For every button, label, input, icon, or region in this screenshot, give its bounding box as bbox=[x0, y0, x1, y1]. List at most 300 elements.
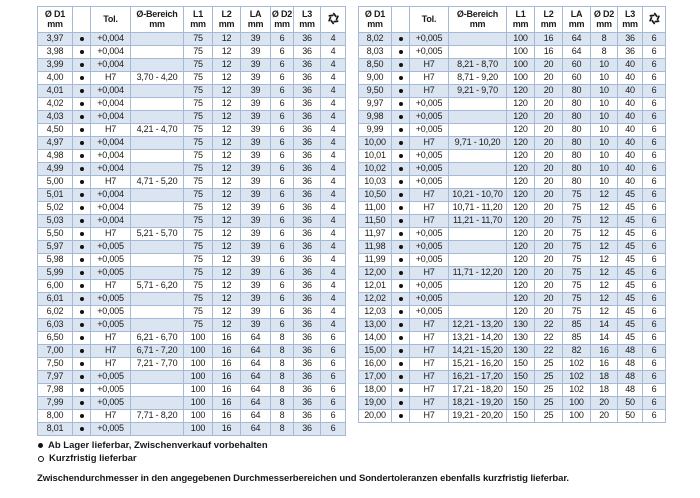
flutes-count-cell: 6 bbox=[643, 306, 666, 319]
l2-cell: 16 bbox=[535, 46, 563, 59]
tol-cell: H7 bbox=[410, 410, 449, 423]
stock-cell bbox=[73, 423, 91, 436]
d1-cell: 8,03 bbox=[359, 46, 392, 59]
tol-cell: H7 bbox=[410, 267, 449, 280]
flutes-icon bbox=[326, 11, 341, 26]
la-cell: 39 bbox=[241, 46, 271, 59]
l2-cell: 16 bbox=[535, 33, 563, 46]
tol-cell: +0,004 bbox=[91, 85, 131, 98]
l1-cell: 100 bbox=[184, 332, 213, 345]
tol-cell: +0,005 bbox=[410, 293, 449, 306]
la-cell: 80 bbox=[563, 176, 591, 189]
d1-cell: 4,01 bbox=[38, 85, 73, 98]
tol-cell: +0,005 bbox=[91, 384, 131, 397]
d1-cell: 6,03 bbox=[38, 319, 73, 332]
table-row bbox=[359, 85, 666, 98]
d1-cell: 8,50 bbox=[359, 59, 392, 72]
stock-dot-icon bbox=[399, 297, 403, 301]
la-cell: 39 bbox=[241, 215, 271, 228]
d2-cell: 6 bbox=[271, 33, 294, 46]
stock-cell bbox=[73, 397, 91, 410]
header-row bbox=[38, 7, 346, 33]
stock-dot-icon bbox=[80, 349, 84, 353]
tol-cell: +0,005 bbox=[410, 33, 449, 46]
range-cell: 9,71 - 10,20 bbox=[449, 137, 507, 150]
table-row bbox=[359, 150, 666, 163]
flutes-count-cell: 6 bbox=[643, 98, 666, 111]
d2-cell: 12 bbox=[591, 215, 618, 228]
l1-cell: 100 bbox=[184, 384, 213, 397]
range-cell bbox=[449, 111, 507, 124]
stock-dot-icon bbox=[80, 167, 84, 171]
d2-cell: 6 bbox=[271, 124, 294, 137]
l3-cell: 40 bbox=[618, 98, 643, 111]
flutes-count-cell: 6 bbox=[643, 332, 666, 345]
flutes-count-cell: 6 bbox=[643, 345, 666, 358]
stock-dot-icon bbox=[399, 310, 403, 314]
d2-cell: 6 bbox=[271, 254, 294, 267]
la-cell: 100 bbox=[563, 397, 591, 410]
d2-cell: 8 bbox=[271, 397, 294, 410]
stock-dot-icon bbox=[80, 414, 84, 418]
range-cell: 12,21 - 13,20 bbox=[449, 319, 507, 332]
d2-cell: 10 bbox=[591, 85, 618, 98]
flutes-icon bbox=[647, 11, 662, 26]
d1-cell: 8,00 bbox=[38, 410, 73, 423]
range-cell bbox=[131, 371, 184, 384]
d2-cell: 6 bbox=[271, 241, 294, 254]
l3-cell: 45 bbox=[618, 228, 643, 241]
tol-cell: H7 bbox=[410, 202, 449, 215]
stock-dot-icon bbox=[399, 63, 403, 67]
la-cell: 80 bbox=[563, 150, 591, 163]
d1-cell: 7,50 bbox=[38, 358, 73, 371]
l1-cell: 130 bbox=[507, 332, 535, 345]
range-cell bbox=[449, 150, 507, 163]
stock-cell bbox=[73, 111, 91, 124]
range-cell bbox=[131, 46, 184, 59]
stock-dot-icon bbox=[399, 232, 403, 236]
range-cell: 7,71 - 8,20 bbox=[131, 410, 184, 423]
d1-cell: 8,02 bbox=[359, 33, 392, 46]
tol-cell: +0,005 bbox=[91, 397, 131, 410]
table-row bbox=[359, 267, 666, 280]
stock-cell bbox=[73, 33, 91, 46]
l2-cell: 20 bbox=[535, 98, 563, 111]
header-la: LA mm bbox=[241, 7, 271, 33]
tol-cell: +0,005 bbox=[410, 241, 449, 254]
stock-dot-icon bbox=[80, 115, 84, 119]
range-cell bbox=[131, 150, 184, 163]
stock-cell bbox=[392, 33, 410, 46]
l2-cell: 20 bbox=[535, 202, 563, 215]
flutes-count-cell: 6 bbox=[643, 111, 666, 124]
stock-cell bbox=[73, 254, 91, 267]
range-cell bbox=[131, 98, 184, 111]
range-cell bbox=[449, 228, 507, 241]
d2-cell: 12 bbox=[591, 280, 618, 293]
d2-cell: 10 bbox=[591, 111, 618, 124]
l1-cell: 75 bbox=[184, 267, 213, 280]
l2-cell: 12 bbox=[213, 59, 241, 72]
flutes-count-cell: 4 bbox=[321, 280, 346, 293]
l3-cell: 36 bbox=[294, 215, 321, 228]
l1-cell: 150 bbox=[507, 410, 535, 423]
l2-cell: 20 bbox=[535, 176, 563, 189]
flutes-count-cell: 4 bbox=[321, 202, 346, 215]
table-row bbox=[38, 358, 346, 371]
tol-cell: +0,005 bbox=[410, 46, 449, 59]
flutes-count-cell: 6 bbox=[643, 215, 666, 228]
l3-cell: 36 bbox=[294, 306, 321, 319]
l1-cell: 75 bbox=[184, 280, 213, 293]
l1-cell: 75 bbox=[184, 137, 213, 150]
l3-cell: 45 bbox=[618, 267, 643, 280]
la-cell: 102 bbox=[563, 371, 591, 384]
tol-cell: H7 bbox=[410, 215, 449, 228]
l3-cell: 36 bbox=[618, 33, 643, 46]
d2-cell: 6 bbox=[271, 137, 294, 150]
l3-cell: 36 bbox=[294, 410, 321, 423]
range-cell bbox=[131, 202, 184, 215]
l2-cell: 16 bbox=[213, 345, 241, 358]
stock-cell bbox=[73, 163, 91, 176]
d2-cell: 12 bbox=[591, 267, 618, 280]
stock-cell bbox=[392, 241, 410, 254]
l3-cell: 36 bbox=[294, 189, 321, 202]
range-cell: 16,21 - 17,20 bbox=[449, 371, 507, 384]
table-row bbox=[38, 293, 346, 306]
header-stock bbox=[73, 7, 91, 33]
la-cell: 80 bbox=[563, 85, 591, 98]
d2-cell: 6 bbox=[271, 150, 294, 163]
flutes-count-cell: 4 bbox=[321, 124, 346, 137]
l1-cell: 75 bbox=[184, 98, 213, 111]
flutes-count-cell: 6 bbox=[643, 358, 666, 371]
d1-cell: 5,00 bbox=[38, 176, 73, 189]
l3-cell: 36 bbox=[294, 267, 321, 280]
stock-dot-icon bbox=[80, 37, 84, 41]
l2-cell: 20 bbox=[535, 137, 563, 150]
table-row bbox=[38, 267, 346, 280]
table-row bbox=[359, 397, 666, 410]
d2-cell: 8 bbox=[271, 358, 294, 371]
flutes-count-cell: 4 bbox=[321, 189, 346, 202]
d1-cell: 4,50 bbox=[38, 124, 73, 137]
flutes-count-cell: 4 bbox=[321, 137, 346, 150]
flutes-count-cell: 6 bbox=[643, 254, 666, 267]
tol-cell: +0,004 bbox=[91, 111, 131, 124]
stock-cell bbox=[73, 176, 91, 189]
la-cell: 80 bbox=[563, 111, 591, 124]
d1-cell: 4,00 bbox=[38, 72, 73, 85]
l3-cell: 40 bbox=[618, 59, 643, 72]
la-cell: 39 bbox=[241, 267, 271, 280]
flutes-count-cell: 6 bbox=[321, 345, 346, 358]
table-row bbox=[38, 176, 346, 189]
flutes-count-cell: 4 bbox=[321, 319, 346, 332]
l3-cell: 36 bbox=[294, 319, 321, 332]
l1-cell: 100 bbox=[507, 59, 535, 72]
d1-cell: 10,00 bbox=[359, 137, 392, 150]
header-flutes-icon bbox=[643, 7, 666, 33]
range-cell: 13,21 - 14,20 bbox=[449, 332, 507, 345]
stock-dot-icon bbox=[399, 271, 403, 275]
l1-cell: 75 bbox=[184, 33, 213, 46]
range-cell bbox=[131, 59, 184, 72]
l2-cell: 20 bbox=[535, 293, 563, 306]
table-row bbox=[359, 163, 666, 176]
d2-cell: 16 bbox=[591, 358, 618, 371]
stock-cell bbox=[73, 202, 91, 215]
table-row bbox=[38, 59, 346, 72]
table-row bbox=[359, 345, 666, 358]
header-l2: L2 mm bbox=[213, 7, 241, 33]
stock-dot-icon bbox=[399, 50, 403, 54]
l3-cell: 45 bbox=[618, 241, 643, 254]
header-d2: Ø D2 mm bbox=[591, 7, 618, 33]
table-row bbox=[38, 46, 346, 59]
flutes-count-cell: 6 bbox=[643, 202, 666, 215]
range-cell bbox=[449, 306, 507, 319]
stock-cell bbox=[73, 189, 91, 202]
table-row bbox=[38, 280, 346, 293]
d1-cell: 5,50 bbox=[38, 228, 73, 241]
la-cell: 39 bbox=[241, 111, 271, 124]
flutes-count-cell: 4 bbox=[321, 254, 346, 267]
d2-cell: 6 bbox=[271, 98, 294, 111]
range-cell bbox=[131, 293, 184, 306]
d2-cell: 20 bbox=[591, 397, 618, 410]
d2-cell: 8 bbox=[271, 384, 294, 397]
d1-cell: 9,99 bbox=[359, 124, 392, 137]
l3-cell: 36 bbox=[294, 332, 321, 345]
d2-cell: 10 bbox=[591, 59, 618, 72]
tol-cell: H7 bbox=[91, 280, 131, 293]
l1-cell: 120 bbox=[507, 85, 535, 98]
la-cell: 75 bbox=[563, 228, 591, 241]
l2-cell: 12 bbox=[213, 163, 241, 176]
stock-cell bbox=[73, 46, 91, 59]
table-row bbox=[359, 33, 666, 46]
tol-cell: +0,004 bbox=[91, 33, 131, 46]
flutes-count-cell: 4 bbox=[321, 46, 346, 59]
d1-cell: 9,50 bbox=[359, 85, 392, 98]
l3-cell: 36 bbox=[294, 163, 321, 176]
stock-dot-icon bbox=[399, 414, 403, 418]
stock-cell bbox=[392, 293, 410, 306]
d2-cell: 10 bbox=[591, 98, 618, 111]
l2-cell: 12 bbox=[213, 72, 241, 85]
range-cell bbox=[131, 423, 184, 436]
flutes-count-cell: 4 bbox=[321, 98, 346, 111]
stock-cell bbox=[392, 228, 410, 241]
l2-cell: 20 bbox=[535, 254, 563, 267]
table-row bbox=[359, 72, 666, 85]
l2-cell: 20 bbox=[535, 150, 563, 163]
stock-dot-icon bbox=[399, 388, 403, 392]
l3-cell: 36 bbox=[294, 124, 321, 137]
flutes-count-cell: 6 bbox=[643, 280, 666, 293]
range-cell: 14,21 - 15,20 bbox=[449, 345, 507, 358]
l1-cell: 120 bbox=[507, 228, 535, 241]
stock-dot-icon bbox=[399, 219, 403, 223]
d2-cell: 6 bbox=[271, 189, 294, 202]
la-cell: 39 bbox=[241, 72, 271, 85]
l2-cell: 20 bbox=[535, 59, 563, 72]
stock-dot-icon bbox=[80, 76, 84, 80]
la-cell: 39 bbox=[241, 280, 271, 293]
stock-cell bbox=[73, 293, 91, 306]
table-row bbox=[359, 98, 666, 111]
l1-cell: 75 bbox=[184, 202, 213, 215]
range-cell bbox=[131, 384, 184, 397]
stock-dot-icon bbox=[399, 76, 403, 80]
flutes-count-cell: 6 bbox=[643, 72, 666, 85]
range-cell: 8,21 - 8,70 bbox=[449, 59, 507, 72]
flutes-count-cell: 4 bbox=[321, 163, 346, 176]
l1-cell: 120 bbox=[507, 150, 535, 163]
tol-cell: +0,005 bbox=[91, 254, 131, 267]
l3-cell: 36 bbox=[294, 358, 321, 371]
l1-cell: 120 bbox=[507, 111, 535, 124]
l3-cell: 45 bbox=[618, 189, 643, 202]
d2-cell: 6 bbox=[271, 59, 294, 72]
l2-cell: 12 bbox=[213, 319, 241, 332]
l2-cell: 12 bbox=[213, 254, 241, 267]
l3-cell: 36 bbox=[618, 46, 643, 59]
range-cell bbox=[449, 280, 507, 293]
tol-cell: +0,005 bbox=[410, 98, 449, 111]
d1-cell: 4,03 bbox=[38, 111, 73, 124]
range-cell: 4,71 - 5,20 bbox=[131, 176, 184, 189]
table-row bbox=[359, 111, 666, 124]
stock-dot-icon bbox=[80, 219, 84, 223]
header-la: LA mm bbox=[563, 7, 591, 33]
d1-cell: 5,99 bbox=[38, 267, 73, 280]
l3-cell: 36 bbox=[294, 228, 321, 241]
stock-cell bbox=[392, 371, 410, 384]
d1-cell: 10,01 bbox=[359, 150, 392, 163]
d1-cell: 11,00 bbox=[359, 202, 392, 215]
l2-cell: 12 bbox=[213, 85, 241, 98]
d1-cell: 12,03 bbox=[359, 306, 392, 319]
flutes-count-cell: 4 bbox=[321, 176, 346, 189]
spec-tables-wrap bbox=[37, 6, 666, 436]
stock-cell bbox=[392, 215, 410, 228]
tol-cell: H7 bbox=[91, 358, 131, 371]
stock-cell bbox=[73, 384, 91, 397]
stock-cell bbox=[392, 163, 410, 176]
d1-cell: 5,98 bbox=[38, 254, 73, 267]
l3-cell: 36 bbox=[294, 72, 321, 85]
l1-cell: 75 bbox=[184, 163, 213, 176]
tol-cell: +0,005 bbox=[91, 319, 131, 332]
stock-dot-icon bbox=[80, 427, 84, 431]
l3-cell: 45 bbox=[618, 293, 643, 306]
la-cell: 60 bbox=[563, 59, 591, 72]
flutes-count-cell: 6 bbox=[643, 150, 666, 163]
la-cell: 39 bbox=[241, 33, 271, 46]
range-cell bbox=[449, 241, 507, 254]
d2-cell: 6 bbox=[271, 280, 294, 293]
header-d1: Ø D1 mm bbox=[359, 7, 392, 33]
l2-cell: 20 bbox=[535, 163, 563, 176]
l2-cell: 16 bbox=[213, 397, 241, 410]
l1-cell: 100 bbox=[184, 358, 213, 371]
tol-cell: H7 bbox=[91, 124, 131, 137]
stock-dot-icon bbox=[80, 128, 84, 132]
d2-cell: 6 bbox=[271, 46, 294, 59]
la-cell: 85 bbox=[563, 332, 591, 345]
table-body-left bbox=[38, 33, 346, 436]
l1-cell: 120 bbox=[507, 98, 535, 111]
flutes-count-cell: 6 bbox=[643, 293, 666, 306]
table-row bbox=[359, 137, 666, 150]
flutes-count-cell: 6 bbox=[643, 163, 666, 176]
d2-cell: 6 bbox=[271, 72, 294, 85]
d1-cell: 7,97 bbox=[38, 371, 73, 384]
l1-cell: 130 bbox=[507, 319, 535, 332]
stock-cell bbox=[392, 46, 410, 59]
table-row bbox=[38, 397, 346, 410]
stock-cell bbox=[392, 189, 410, 202]
l2-cell: 12 bbox=[213, 111, 241, 124]
l2-cell: 12 bbox=[213, 306, 241, 319]
l3-cell: 45 bbox=[618, 319, 643, 332]
stock-dot-icon bbox=[399, 206, 403, 210]
l2-cell: 12 bbox=[213, 33, 241, 46]
stock-cell bbox=[73, 72, 91, 85]
tol-cell: H7 bbox=[91, 410, 131, 423]
spec-table-right bbox=[358, 6, 666, 423]
l1-cell: 100 bbox=[184, 423, 213, 436]
table-row bbox=[38, 254, 346, 267]
flutes-count-cell: 6 bbox=[643, 137, 666, 150]
d1-cell: 19,00 bbox=[359, 397, 392, 410]
tol-cell: +0,005 bbox=[410, 163, 449, 176]
l1-cell: 75 bbox=[184, 228, 213, 241]
l2-cell: 20 bbox=[535, 85, 563, 98]
tol-cell: H7 bbox=[410, 72, 449, 85]
d1-cell: 6,00 bbox=[38, 280, 73, 293]
la-cell: 75 bbox=[563, 215, 591, 228]
tol-cell: +0,005 bbox=[91, 371, 131, 384]
stock-dot-icon bbox=[399, 323, 403, 327]
la-cell: 75 bbox=[563, 293, 591, 306]
range-cell bbox=[131, 85, 184, 98]
stock-dot-icon bbox=[399, 362, 403, 366]
stock-cell bbox=[392, 267, 410, 280]
la-cell: 60 bbox=[563, 72, 591, 85]
footnote: Zwischendurchmesser in den angegebenen Durchmesserbereichen und Sondertoleranzen ebenfalls kurzfristig lieferbar. bbox=[37, 473, 569, 484]
l2-cell: 12 bbox=[213, 241, 241, 254]
range-cell: 7,21 - 7,70 bbox=[131, 358, 184, 371]
range-cell bbox=[131, 254, 184, 267]
l1-cell: 120 bbox=[507, 267, 535, 280]
d2-cell: 12 bbox=[591, 306, 618, 319]
l3-cell: 36 bbox=[294, 85, 321, 98]
l3-cell: 36 bbox=[294, 280, 321, 293]
l1-cell: 120 bbox=[507, 189, 535, 202]
l3-cell: 36 bbox=[294, 293, 321, 306]
tol-cell: +0,005 bbox=[410, 228, 449, 241]
tol-cell: +0,004 bbox=[91, 59, 131, 72]
table-row bbox=[38, 72, 346, 85]
la-cell: 75 bbox=[563, 267, 591, 280]
flutes-count-cell: 4 bbox=[321, 215, 346, 228]
d1-cell: 4,02 bbox=[38, 98, 73, 111]
